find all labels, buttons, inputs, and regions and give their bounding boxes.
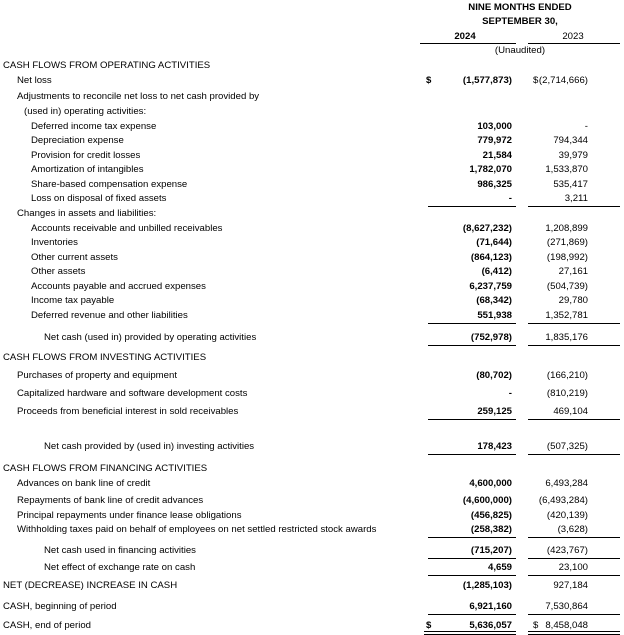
row-label: Net cash (used in) provided by operating activities xyxy=(44,332,257,343)
value-2023: 1,533,870 xyxy=(545,164,588,175)
net-change-label: NET (DECREASE) INCREASE IN CASH xyxy=(3,580,178,591)
row-label: Net effect of exchange rate on cash xyxy=(44,562,196,573)
section-heading-investing: CASH FLOWS FROM INVESTING ACTIVITIES xyxy=(3,352,207,363)
subtotal-underline-2023 xyxy=(528,537,620,538)
value-2023: (2,714,666) xyxy=(538,75,588,86)
row-label: Proceeds from beneficial interest in sold receivables xyxy=(17,406,239,417)
value-2023: (420,139) xyxy=(546,510,588,521)
value-2023: (507,325) xyxy=(546,441,588,452)
value-2023: 469,104 xyxy=(553,406,588,417)
value-2024: (1,577,873) xyxy=(462,75,512,86)
value-2024: 4,659 xyxy=(487,562,512,573)
column-header-2023: 2023 xyxy=(562,31,584,42)
value-2023: 794,344 xyxy=(553,135,588,146)
row-label: Deferred revenue and other liabilities xyxy=(31,310,188,321)
value-2024: (8,627,232) xyxy=(462,223,512,234)
value-2024: 5,636,057 xyxy=(469,620,512,631)
row-label: CASH, beginning of period xyxy=(3,601,117,612)
row-label: Net cash provided by (used in) investing activities xyxy=(44,441,255,452)
value-2023: 8,458,048 xyxy=(545,620,588,631)
value-2023: - xyxy=(584,121,588,132)
row-label: Depreciation expense xyxy=(31,135,124,146)
value-2024: (6,412) xyxy=(481,266,512,277)
value-2024: (715,207) xyxy=(470,545,512,556)
value-2023: 1,208,899 xyxy=(545,223,588,234)
row-label: Net loss xyxy=(17,75,52,86)
value-2024: 6,237,759 xyxy=(469,281,512,292)
value-2024: (864,123) xyxy=(470,252,512,263)
section-heading-financing: CASH FLOWS FROM FINANCING ACTIVITIES xyxy=(3,463,208,474)
value-2023: (3,628) xyxy=(557,524,588,535)
row-label: Other assets xyxy=(31,266,86,277)
subtotal-underline-2023 xyxy=(528,614,620,615)
subtotal-underline-2023 xyxy=(528,345,620,346)
value-2024: (1,285,103) xyxy=(462,580,512,591)
row-label: Accounts payable and accrued expenses xyxy=(31,281,206,292)
value-2024: 1,782,070 xyxy=(469,164,512,175)
row-label: Capitalized hardware and software development costs xyxy=(17,388,248,399)
dollar-sign-2024: $ xyxy=(426,75,432,86)
value-2023: 6,493,284 xyxy=(545,478,588,489)
subtotal-underline-2024 xyxy=(428,206,516,207)
value-2023: 23,100 xyxy=(558,562,588,573)
row-label: Amortization of intangibles xyxy=(31,164,144,175)
subtotal-underline-2023 xyxy=(528,454,620,455)
subtotal-underline-2024 xyxy=(428,454,516,455)
value-2023: 3,211 xyxy=(564,193,588,204)
dollar-sign-2023: $ xyxy=(533,75,539,86)
value-2023: 1,352,781 xyxy=(545,310,588,321)
subtotal-underline-2023 xyxy=(528,558,620,559)
value-2023: 27,161 xyxy=(558,266,588,277)
value-2024: (752,978) xyxy=(470,332,512,343)
period-header-line1: NINE MONTHS ENDED xyxy=(468,2,572,13)
value-2023: 39,979 xyxy=(558,150,588,161)
value-2023: (6,493,284) xyxy=(538,495,588,506)
value-2023: 927,184 xyxy=(553,580,588,591)
row-label: Loss on disposal of fixed assets xyxy=(31,193,167,204)
value-2024: 103,000 xyxy=(477,121,512,132)
dollar-sign-2023: $ xyxy=(533,620,539,631)
value-2024: (71,644) xyxy=(476,237,512,248)
value-2024: (4,600,000) xyxy=(462,495,512,506)
subtotal-underline-2023 xyxy=(528,206,620,207)
subtotal-underline-2024 xyxy=(428,323,516,324)
header-underline-2023 xyxy=(528,43,620,44)
row-label: Purchases of property and equipment xyxy=(17,370,177,381)
value-2024: (80,702) xyxy=(476,370,512,381)
row-label: Advances on bank line of credit xyxy=(17,478,151,489)
subtotal-underline-2024 xyxy=(428,558,516,559)
value-2023: (504,739) xyxy=(546,281,588,292)
subtotal-underline-2024 xyxy=(428,419,516,420)
row-label: Net cash used in financing activities xyxy=(44,545,196,556)
value-2024: - xyxy=(508,388,512,399)
value-2024: - xyxy=(508,193,512,204)
row-label: CASH, end of period xyxy=(3,620,91,631)
subtotal-underline-2023 xyxy=(528,323,620,324)
subtotal-underline-2024 xyxy=(428,614,516,615)
row-label: Income tax payable xyxy=(31,295,115,306)
subtotal-underline-2024 xyxy=(428,537,516,538)
subtotal-underline-2024 xyxy=(428,575,516,576)
header-underline-2024 xyxy=(420,43,516,44)
dollar-sign-2024: $ xyxy=(426,620,432,631)
value-2024: 21,584 xyxy=(482,150,512,161)
value-2023: (423,767) xyxy=(546,545,588,556)
period-header-line2: SEPTEMBER 30, xyxy=(482,16,558,27)
row-label: Repayments of bank line of credit advances xyxy=(17,495,204,506)
unaudited-label: (Unaudited) xyxy=(494,45,546,56)
row-label: Accounts receivable and unbilled receivables xyxy=(31,223,223,234)
section-heading-operating: CASH FLOWS FROM OPERATING ACTIVITIES xyxy=(3,60,211,71)
row-label: Share-based compensation expense xyxy=(31,179,188,190)
total-double-underline-2024 xyxy=(424,631,516,635)
row-label: Principal repayments under finance lease obligations xyxy=(17,510,242,521)
value-2024: 551,938 xyxy=(477,310,512,321)
row-label: Changes in assets and liabilities: xyxy=(17,208,157,219)
row-label: Inventories xyxy=(31,237,78,248)
row-label: Adjustments to reconcile net loss to net cash provided by xyxy=(17,91,260,102)
value-2023: (810,219) xyxy=(546,388,588,399)
value-2023: (166,210) xyxy=(546,370,588,381)
row-label: Withholding taxes paid on behalf of employees on net settled restricted stock awards xyxy=(17,524,377,535)
subtotal-underline-2023 xyxy=(528,419,620,420)
value-2024: 6,921,160 xyxy=(469,601,512,612)
subtotal-underline-2023 xyxy=(528,575,620,576)
value-2023: 535,417 xyxy=(553,179,588,190)
total-double-underline-2023 xyxy=(528,631,620,635)
row-label: (used in) operating activities: xyxy=(24,106,147,117)
value-2023: (271,869) xyxy=(546,237,588,248)
value-2023: 1,835,176 xyxy=(545,332,588,343)
value-2024: 259,125 xyxy=(477,406,512,417)
value-2023: 7,530,864 xyxy=(545,601,588,612)
value-2023: 29,780 xyxy=(558,295,588,306)
row-label: Deferred income tax expense xyxy=(31,121,157,132)
value-2024: 178,423 xyxy=(477,441,512,452)
value-2024: (258,382) xyxy=(470,524,512,535)
value-2024: (456,825) xyxy=(470,510,512,521)
column-header-2024: 2024 xyxy=(454,31,476,42)
row-label: Other current assets xyxy=(31,252,118,263)
value-2024: 986,325 xyxy=(477,179,512,190)
value-2024: (68,342) xyxy=(476,295,512,306)
row-label: Provision for credit losses xyxy=(31,150,141,161)
subtotal-underline-2024 xyxy=(428,345,516,346)
value-2024: 779,972 xyxy=(477,135,512,146)
value-2023: (198,992) xyxy=(546,252,588,263)
value-2024: 4,600,000 xyxy=(469,478,512,489)
